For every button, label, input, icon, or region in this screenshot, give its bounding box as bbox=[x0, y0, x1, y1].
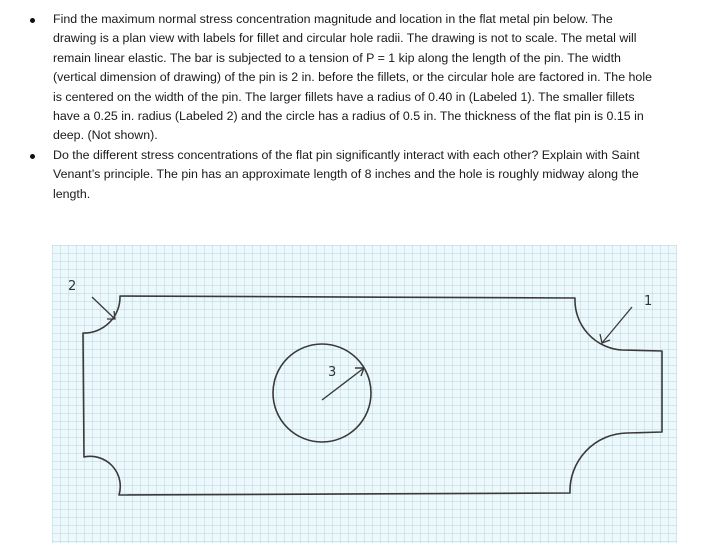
pin-outline bbox=[83, 296, 662, 495]
bullet-text-1: Find the maximum normal stress concentration magnitude and location in the flat metal pin below. The drawing is a plan view with labels for fillet and circular hole radii. The drawing is not to scale. The metal will remain linear elastic. The bar is subjected to a tension of P = 1 kip along the length of the pin. The width (vertical dimension of drawing) of the pin is 2 in. before the fillets, or the circular hole are factored in. The hole is centered on the width of the pin. The larger fillets have a radius of 0.40 in (Labeled 1). The smaller fillets have a 0.25 in. radius (Labeled 2) and the circle has a radius of 0.5 in. The thickness of the flat pin is 0.15 in deep. (Not shown). bbox=[53, 12, 652, 143]
bullet-item-1 bbox=[0, 10, 704, 146]
fillet-large-leader bbox=[602, 307, 632, 343]
circular-hole bbox=[273, 344, 371, 442]
fillet-small-leader bbox=[92, 297, 115, 319]
hole-radius-label: 3 bbox=[328, 365, 337, 380]
bullet-dot bbox=[30, 18, 35, 23]
bullet-text-2: Do the different stress concentrations of the flat pin significantly interact with each other? Explain with Saint Venant’s principle. The pin has an approximate length of 8 inches and the hole is roughly midway along the length. bbox=[53, 147, 640, 201]
bullet-dot bbox=[30, 154, 35, 159]
pin-sketch bbox=[52, 245, 677, 543]
fillet-small-label: 2 bbox=[68, 279, 77, 294]
pin-drawing bbox=[52, 245, 677, 543]
problem-text bbox=[0, 10, 704, 204]
bullet-item-2 bbox=[0, 146, 704, 204]
fillet-large-label: 1 bbox=[644, 294, 653, 309]
